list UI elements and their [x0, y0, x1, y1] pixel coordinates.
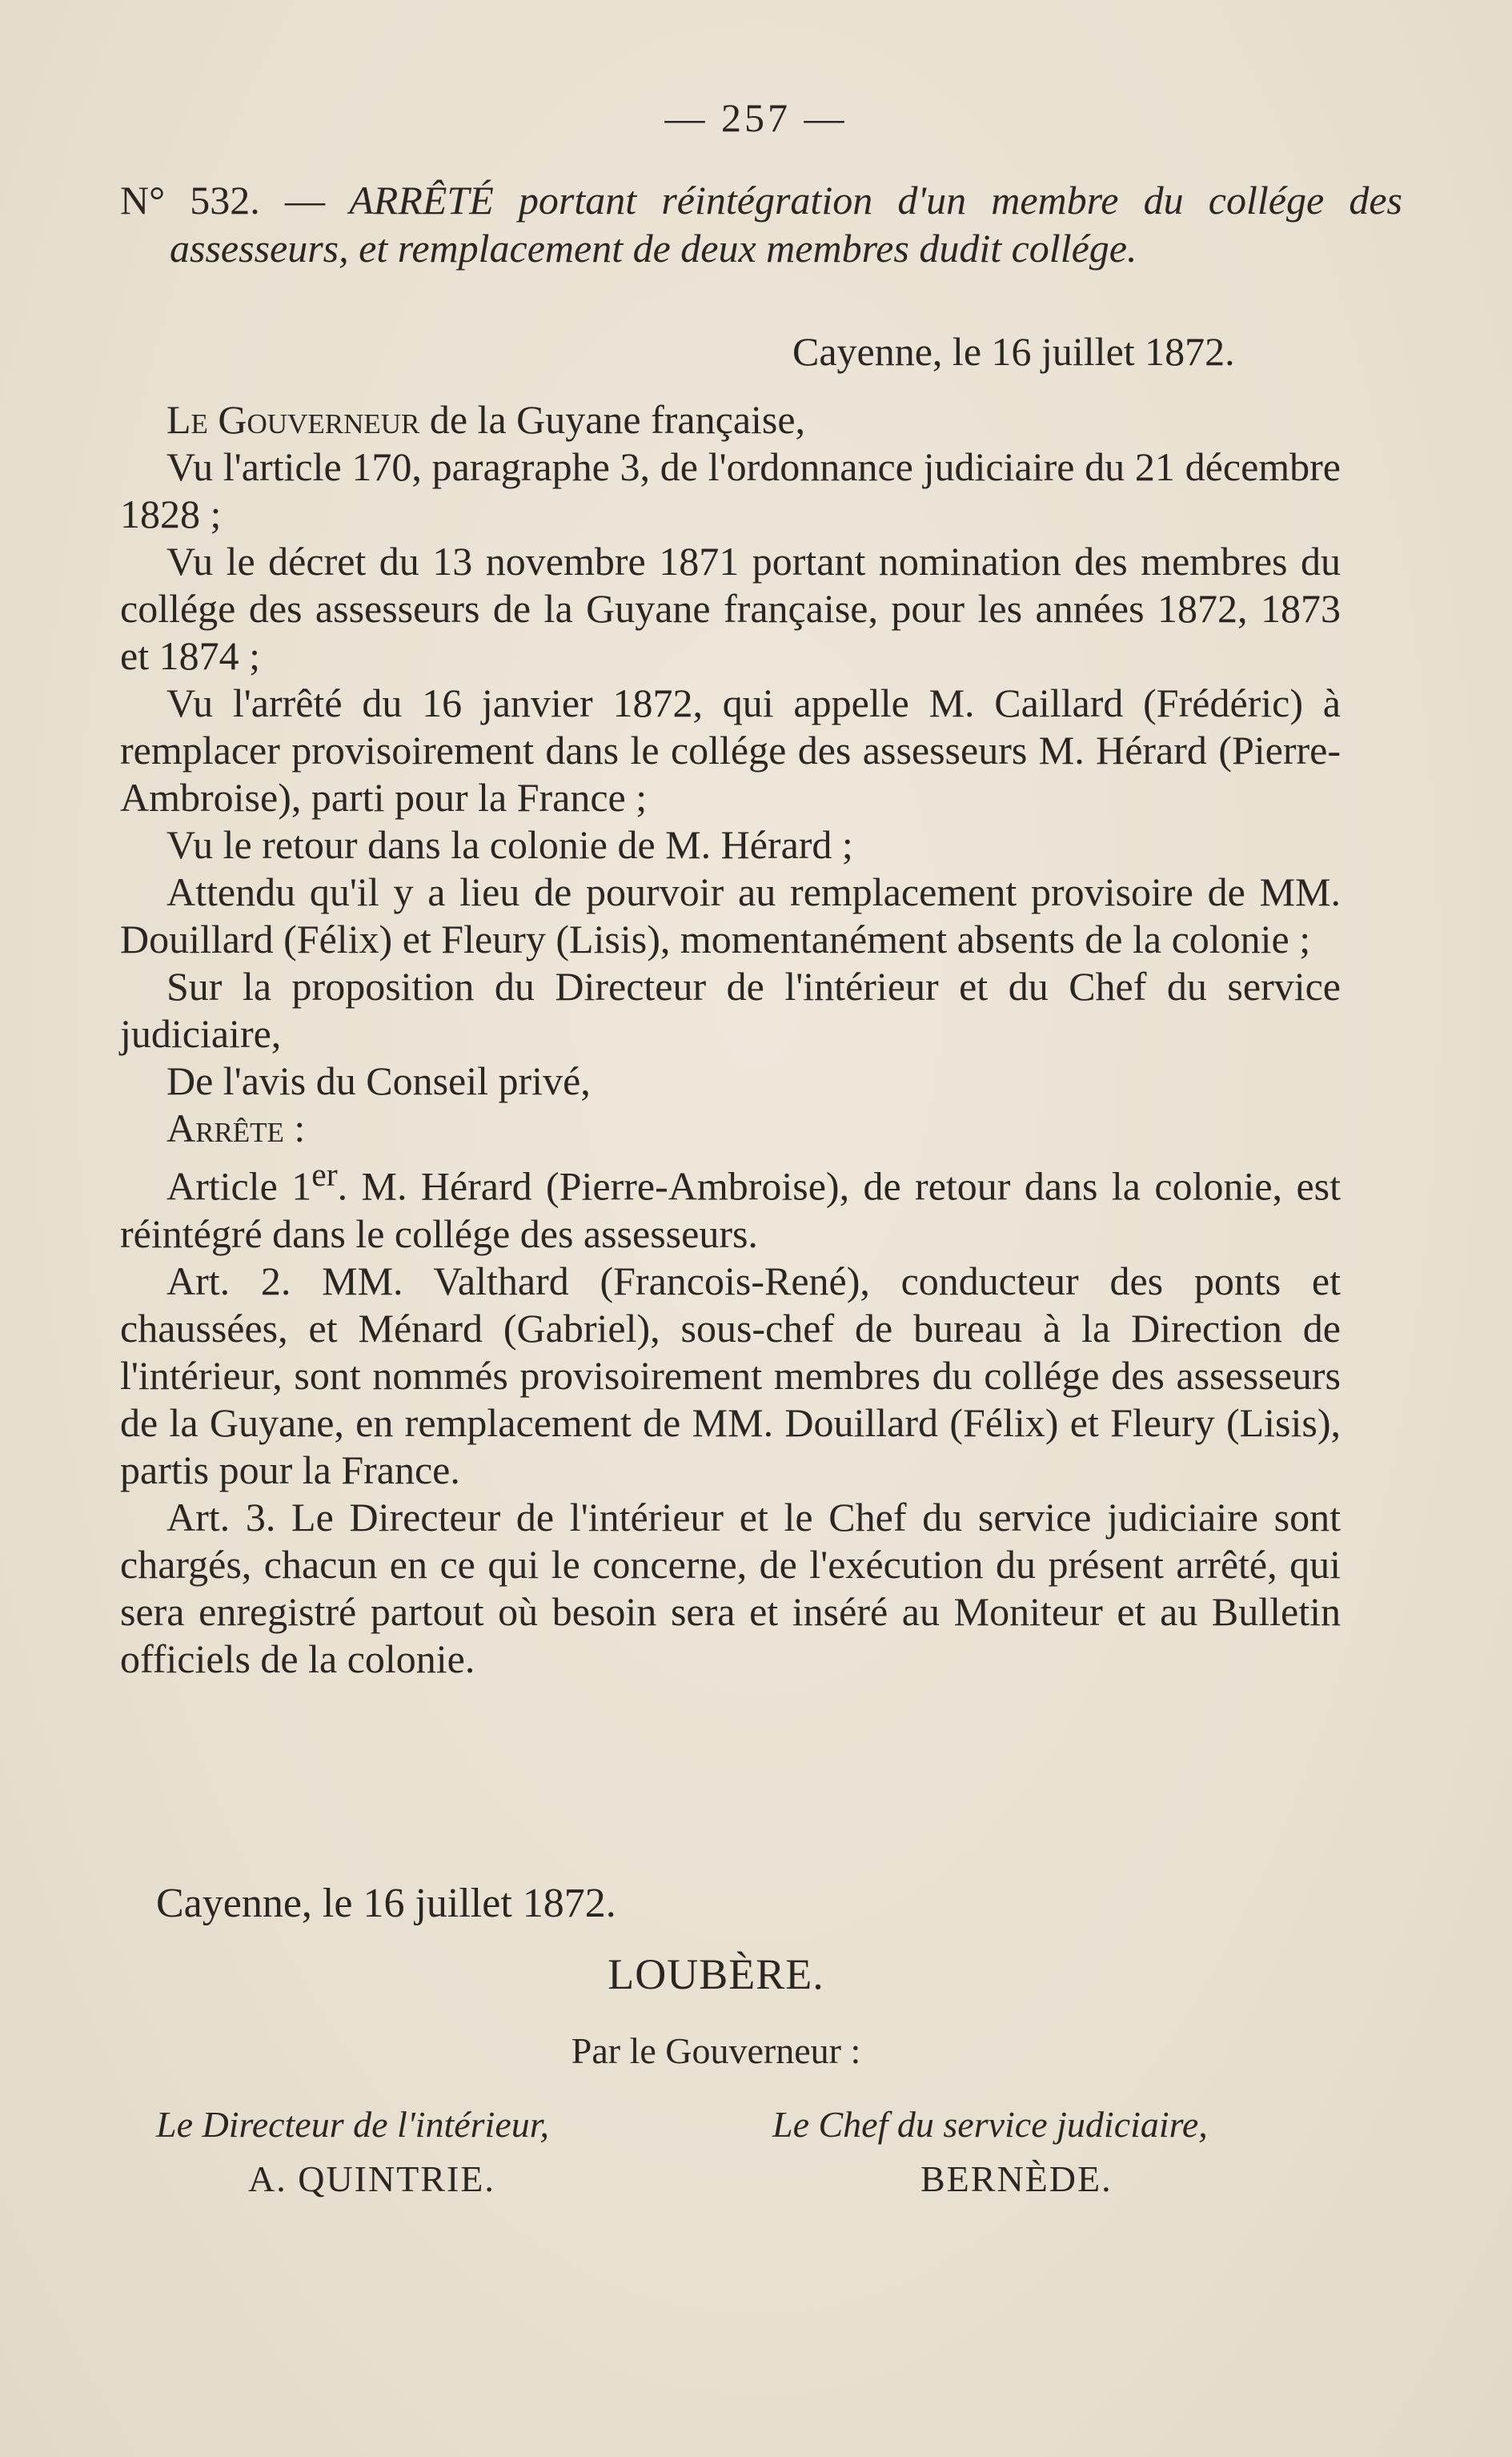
governor-title: Le Gouverneur	[166, 397, 420, 442]
consideration-4: Vu le retour dans la colonie de M. Hérard ;	[166, 822, 853, 867]
consideration-1: Vu l'article 170, paragraphe 3, de l'ordonnance judiciaire du 21 décembre 1828 ;	[120, 444, 1341, 536]
article-1-sup: er	[311, 1157, 338, 1194]
consideration-7: De l'avis du Conseil privé,	[166, 1058, 591, 1103]
decree-title: ARRÊTÉ portant réintégration d'un membre du collége des assesseurs, et remplacement de deux membres dudit collége.	[170, 178, 1402, 271]
consideration-2: Vu le décret du 13 novembre 1871 portant nomination des membres du collége des assesseurs de la Guyane française, pour les années 1872, 1873 et 1874 ;	[120, 539, 1341, 678]
article-1-text: . M. Hérard (Pierre-Ambroise), de retour dans la colonie, est réintégré dans le collége des assesseurs.	[120, 1163, 1341, 1256]
article-1-prefix: Article 1	[166, 1163, 312, 1209]
decree-number: N° 532. —	[120, 178, 325, 223]
arrete-label: Arrête :	[166, 1106, 306, 1150]
countersign-left	[156, 2098, 716, 2206]
page-number: — 257 —	[664, 95, 848, 140]
decree-body	[120, 396, 1341, 1683]
governor-rest: de la Guyane française,	[419, 397, 806, 442]
article-1	[120, 1152, 1341, 1258]
dateline: Cayenne, le 16 juillet 1872.	[792, 329, 1235, 374]
article-2: Art. 2. MM. Valthard (Francois-René), conducteur des ponts et chaussées, et Ménard (Gabriel), sous-chef de bureau à la Direction de l'intérieur, sont nommés provisoirement membres du collége des assesseurs de la Guyane, en remplacement de MM. Douillard (Félix) et Fleury (Lisis), partis pour la France.	[120, 1258, 1341, 1492]
consideration-5: Attendu qu'il y a lieu de pourvoir au remplacement provisoire de MM. Douillard (Félix) et Fleury (Lisis), momentanément absents de la colonie ;	[120, 869, 1341, 962]
decree-heading	[120, 176, 1402, 272]
right-name: BERNÈDE.	[920, 2158, 1113, 2199]
countersign-right	[772, 2098, 1381, 2206]
closing-date: Cayenne, le 16 juillet 1872.	[156, 1881, 616, 1926]
left-name: A. QUINTRIE.	[248, 2158, 495, 2199]
consideration-3: Vu l'arrêté du 16 janvier 1872, qui appelle M. Caillard (Frédéric) à remplacer provisoirement dans le collége des assesseurs M. Hérard (Pierre-Ambroise), parti pour la France ;	[120, 680, 1341, 820]
left-role: Le Directeur de l'intérieur,	[156, 2104, 550, 2145]
governor-line	[120, 396, 1341, 444]
article-3: Art. 3. Le Directeur de l'intérieur et le Chef du service judiciaire sont chargés, chacun en ce qui le concerne, de l'exécution du présent arrêté, qui sera enregistré partout où besoin sera et inséré au Moniteur et au Bulletin officiels de la colonie.	[120, 1494, 1341, 1681]
consideration-6: Sur la proposition du Directeur de l'intérieur et du Chef du service judiciaire,	[120, 964, 1341, 1056]
right-role: Le Chef du service judiciaire,	[772, 2104, 1208, 2145]
par-le-gouverneur: Par le Gouverneur :	[571, 2030, 861, 2071]
signatory-name: LOUBÈRE.	[608, 1950, 824, 1998]
